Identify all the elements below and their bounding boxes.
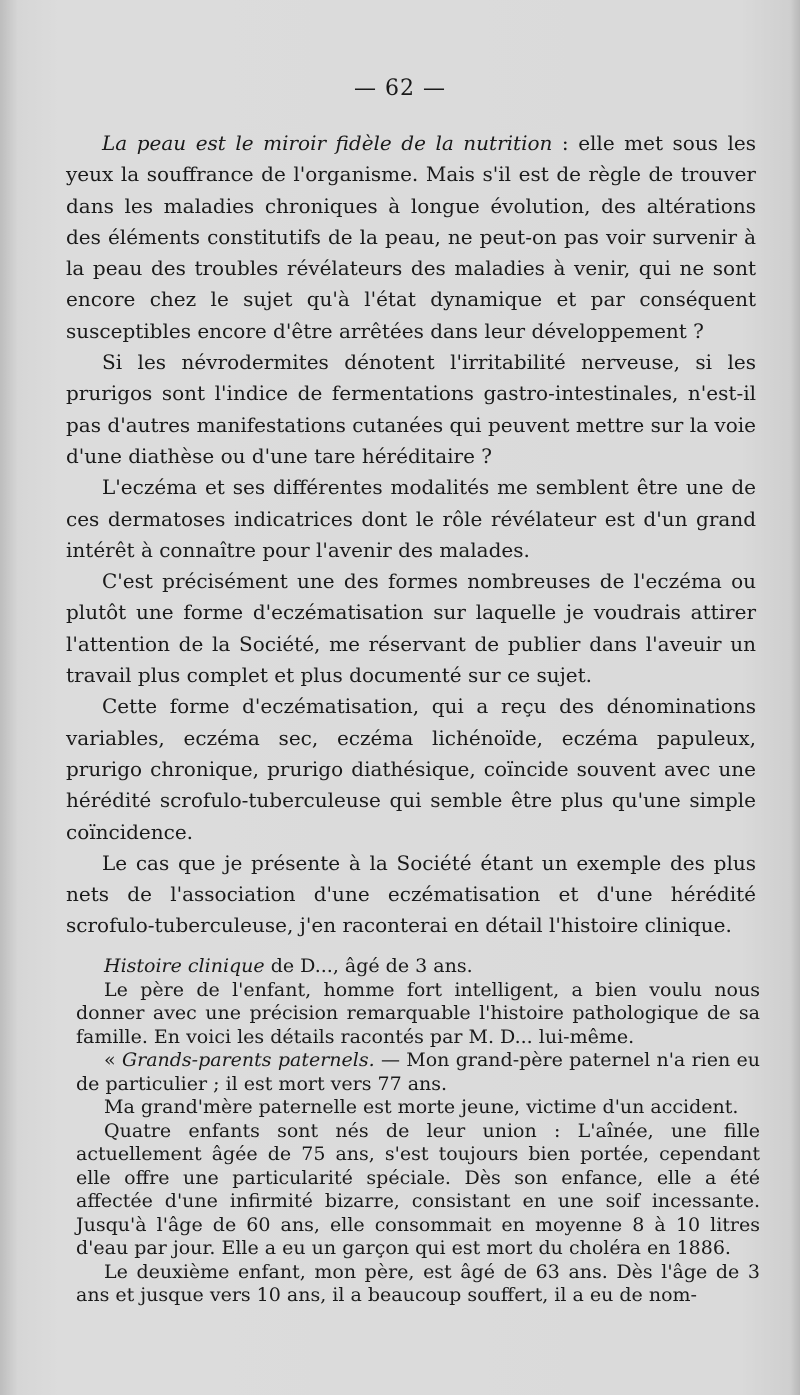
clinical-history xyxy=(76,955,760,1308)
main-text xyxy=(66,128,756,942)
paragraph-6: Le cas que je présente à la Société étant un exemple des plus nets de l'association d'une eczématisation et d'une hérédité scrofulo-tuberculeuse, j'en raconterai en détail l'histoire clinique. xyxy=(66,850,756,938)
history-paragraph-5: Quatre enfants sont nés de leur union : L'aînée, une fille actuellement âgée de 75 ans, s'est toujours bien portée, cependant elle offre une particularité spéciale. Dès son enfance, elle a été affectée d'une infirmité bizarre, consistant en une soif incessante. Jusqu'à l'âge de 60 ans, elle consommait en moyenne 8 à 10 litres d'eau par jour. Elle a eu un garçon qui est mort du choléra en 1886. xyxy=(76,1119,760,1259)
quote-open: « xyxy=(104,1049,122,1071)
history-heading-italic: Histoire clinique xyxy=(104,955,265,977)
paragraph-4: C'est précisément une des formes nombreuses de l'eczéma ou plutôt une forme d'eczématisation sur laquelle je voudrais attirer l'attention de la Société, me réservant de publier dans l'aveuir un travail plus complet et plus documenté sur ce sujet. xyxy=(66,569,756,688)
history-paragraph-3 xyxy=(76,1049,760,1096)
history-paragraph-2: Le père de l'enfant, homme fort intelligent, a bien voulu nous donner avec une précision remarquable l'histoire pathologique de sa famille. En voici les détails racontés par M. D... lui-même. xyxy=(76,978,760,1048)
history-paragraph-6: Le deuxième enfant, mon père, est âgé de 63 ans. Dès l'âge de 3 ans et jusque vers 10 ans, il a beaucoup souffert, il a eu de nom- xyxy=(76,1260,760,1306)
history-heading xyxy=(76,955,760,979)
paragraph-5: Cette forme d'eczématisation, qui a reçu des dénominations variables, eczéma sec, eczéma lichénoïde, eczéma papuleux, prurigo chronique, prurigo diathésique, coïncide souvent avec une hérédité scrofulo-tuberculeuse qui semble être plus qu'une simple coïncidence. xyxy=(66,694,756,844)
history-paragraph-3-text: — Mon grand-père paternel n'a rien eu de particulier ; il est mort vers 77 ans. xyxy=(76,1049,761,1095)
paragraph-2: Si les névrodermites dénotent l'irritabilité nerveuse, si les prurigos sont l'indice de fermentations gastro-intestinales, n'est-il pas d'autres manifestations cutanées qui peuvent mettre sur la voie d'une diathèse ou d'une tare héréditaire ? xyxy=(66,350,756,468)
history-paragraph-3-italic: Grands-parents paternels. xyxy=(121,1049,375,1071)
paragraph-1-text: : elle met sous les yeux la souffrance de l'organisme. Mais s'il est de règle de trouver dans les maladies chroniques à longue évolution, des altérations des éléments constitutifs de la peau, ne peut-on pas voir survenir à la peau des troubles révélateurs des maladies à venir, qui ne sont encore chez le sujet qu'à l'état dynamique et par conséquent susceptibles encore d'être arrêtées dans leur développement ? xyxy=(66,131,757,343)
history-heading-text: de D..., âgé de 3 ans. xyxy=(264,955,473,977)
paragraph-1 xyxy=(66,128,756,347)
history-paragraph-4: Ma grand'mère paternelle est morte jeune, victime d'un accident. xyxy=(104,1096,739,1118)
page-number: — 62 — xyxy=(354,76,446,101)
paragraph-3: L'eczéma et ses différentes modalités me semblent être une de ces dermatoses indicatrices dont le rôle révélateur est d'un grand intérêt à connaître pour l'avenir des malades. xyxy=(66,475,756,562)
paragraph-1-italic: La peau est le miroir fidèle de la nutrition xyxy=(102,131,553,155)
